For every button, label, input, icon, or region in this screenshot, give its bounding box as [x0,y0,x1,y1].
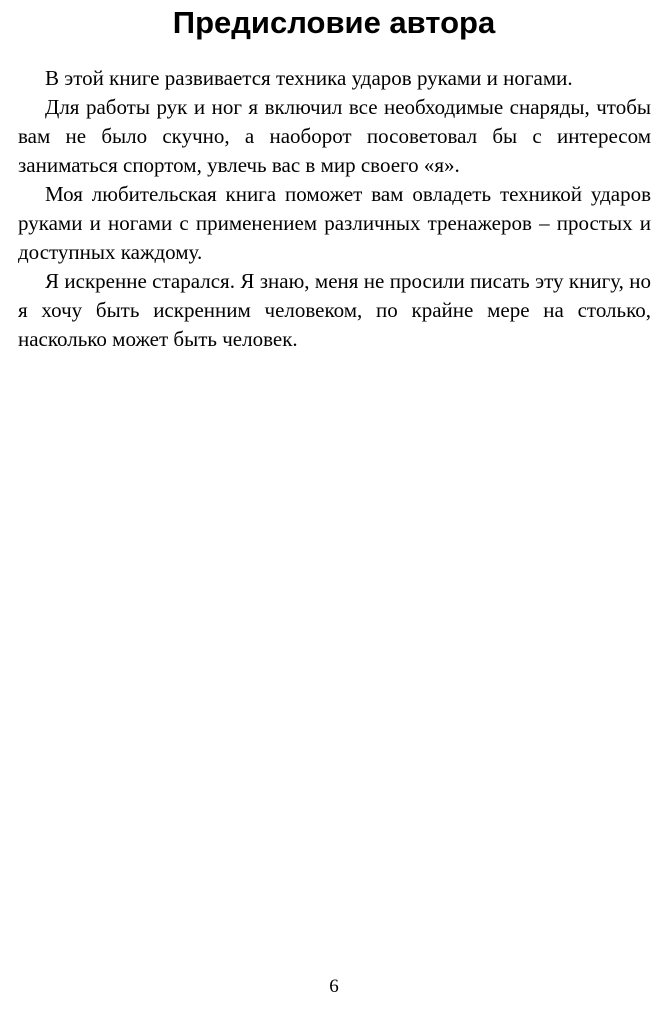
paragraph-3: Моя любительская книга поможет вам овладеть техникой ударов руками и ногами с применением различных тренажеров – простых и доступных каждому. [18,182,651,264]
page-number: 6 [329,976,339,997]
paragraph-1: В этой книге развивается техника ударов руками и ногами. [45,66,573,90]
preface-text [18,64,651,354]
paragraph-2: Для работы рук и ног я включил все необходимые снаряды, чтобы вам не было скучно, а наоборот посоветовал бы с интересом заниматься спортом, увлечь вас в мир своего «я». [18,95,651,177]
paragraph-4: Я искренне старался. Я знаю, меня не просили писать эту книгу, но я хочу быть искренним человеком, по крайне мере на столько, насколько может быть человек. [18,269,651,351]
page-title: Предисловие автора [172,5,496,40]
